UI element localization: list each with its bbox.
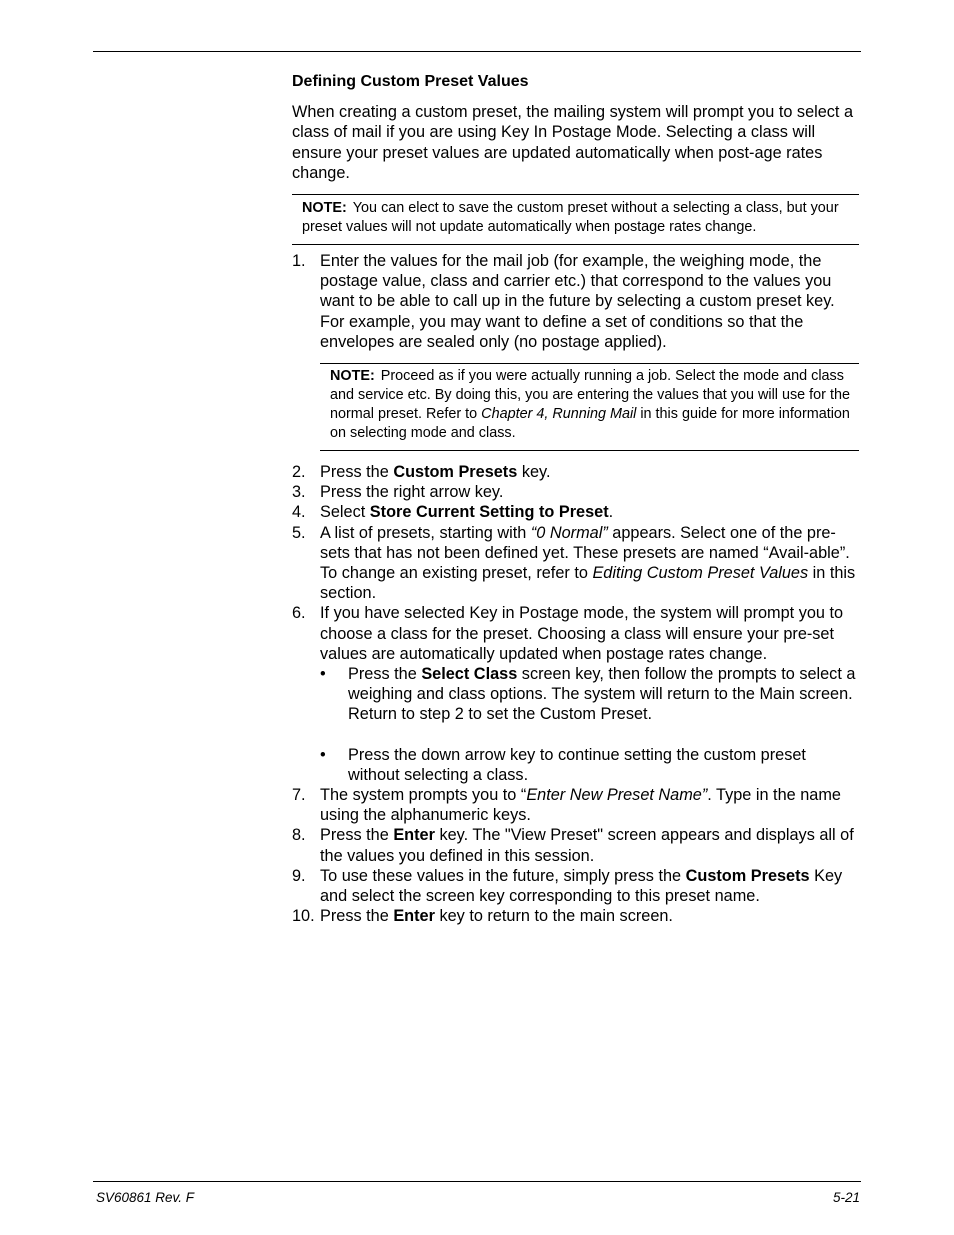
- step-text: Enter the values for the mail job (for example, the weighing mode, the postage value, class and carrier etc.) that correspond to the values you want to be able to call up in the future by selecting a custom preset key. For example, you may want to define a set of conditions so that the envelopes are sealed only (no postage applied).: [320, 252, 835, 351]
- bullet-item: [320, 745, 860, 785]
- step-text: Press the: [320, 826, 389, 845]
- step-text: A list of presets, starting with: [320, 523, 527, 542]
- step-2: [292, 462, 860, 482]
- note-box: [320, 363, 859, 451]
- step-text: Press the: [320, 463, 389, 482]
- note-label: NOTE:: [302, 200, 347, 216]
- key-name: Custom Presets: [685, 866, 810, 885]
- note-text: in this guide for more information on selecting mode and class.: [330, 406, 850, 442]
- step-text: .: [608, 503, 614, 522]
- step-text: Press the right arrow key.: [320, 483, 504, 502]
- steps-list: [292, 251, 860, 926]
- menu-option: Store Current Setting to Preset: [369, 503, 609, 522]
- key-name: Enter: [393, 826, 435, 845]
- step-text: appears. Select one of the pre-sets that has not been defined yet. These presets are named “Avail-able”. To change an existing preset, refer to: [320, 523, 850, 583]
- step-number: 10.: [292, 907, 315, 926]
- key-name: Select Class: [421, 665, 518, 684]
- bullet-item: [320, 664, 860, 725]
- step-text: Press the: [320, 907, 389, 926]
- step-text: The system prompts you to “: [320, 786, 527, 805]
- step-number: 9.: [292, 866, 306, 885]
- header-rule: [93, 51, 861, 52]
- footer-rule: [93, 1181, 861, 1182]
- step-text: in this section.: [320, 564, 856, 603]
- step-4: [292, 502, 860, 522]
- step-6: [292, 603, 860, 785]
- bullet-icon: •: [320, 745, 326, 764]
- bullet-text: Press the: [348, 665, 417, 684]
- bullet-text: Press the down arrow key to continue setting the custom preset without selecting a class.: [348, 745, 806, 784]
- step-text: To use these values in the future, simply press the: [320, 866, 682, 885]
- step-number: 2.: [292, 463, 306, 482]
- page-number: 5-21: [832, 1190, 860, 1205]
- step-text: key.: [521, 463, 551, 482]
- step-8: [292, 825, 860, 865]
- step-text: key to return to the main screen.: [439, 907, 673, 926]
- document-number: SV60861 Rev. F: [96, 1190, 195, 1205]
- step-text: . Type in the name using the alphanumeric keys.: [320, 786, 841, 825]
- key-name: Custom Presets: [393, 463, 518, 482]
- step-number: 6.: [292, 604, 306, 623]
- step-1: [292, 251, 860, 451]
- step-number: 1.: [292, 252, 306, 270]
- preset-name: “0 Normal”: [530, 523, 608, 542]
- step-number: 4.: [292, 503, 306, 522]
- step-text: Key and select the screen key corresponding to this preset name.: [320, 866, 843, 906]
- step-number: 5.: [292, 523, 306, 542]
- key-name: Enter: [393, 907, 435, 926]
- step-number: 8.: [292, 826, 306, 845]
- step-number: 3.: [292, 483, 306, 502]
- step-7: [292, 785, 860, 825]
- bullet-icon: •: [320, 665, 326, 684]
- step-3: [292, 482, 860, 502]
- step-5: [292, 523, 860, 604]
- step-text: key. The "View Preset" screen appears and displays all of the values you defined in this session.: [320, 826, 854, 865]
- section-reference: Editing Custom Preset Values: [592, 564, 809, 583]
- note-box: [292, 194, 859, 245]
- note-text: Proceed as if you were actually running a job. Select the mode and class and service etc. By doing this, you are entering the values that you will use for the normal preset. Refer to: [330, 368, 850, 423]
- step-text: If you have selected Key in Postage mode, the system will prompt you to choose a class for the preset. Choosing a class will ensure your pre-set values are automatically updated when postage rates change.: [320, 604, 844, 663]
- step-10: [292, 906, 860, 926]
- note-label: NOTE:: [330, 368, 375, 385]
- step-text: Select: [320, 503, 366, 522]
- chapter-reference: Chapter 4, Running Mail: [481, 406, 637, 423]
- note-text: You can elect to save the custom preset without a selecting a class, but your preset values will not update automatically when postage rates change.: [302, 200, 839, 235]
- step-9: [292, 866, 860, 906]
- bullet-text: screen key, then follow the prompts to select a weighing and class options. The system will return to the Main screen. Return to step 2 to set the Custom Preset.: [348, 665, 856, 724]
- section-heading: Defining Custom Preset Values: [292, 73, 529, 90]
- prompt-text: Enter New Preset Name”: [526, 786, 708, 805]
- intro-paragraph: When creating a custom preset, the mailing system will prompt you to select a class of mail if you are using Key In Postage Mode. Selecting a class will ensure your preset values are updated automatically when post-age rates change.: [292, 103, 854, 182]
- spacer: [320, 725, 860, 745]
- step-number: 7.: [292, 786, 306, 805]
